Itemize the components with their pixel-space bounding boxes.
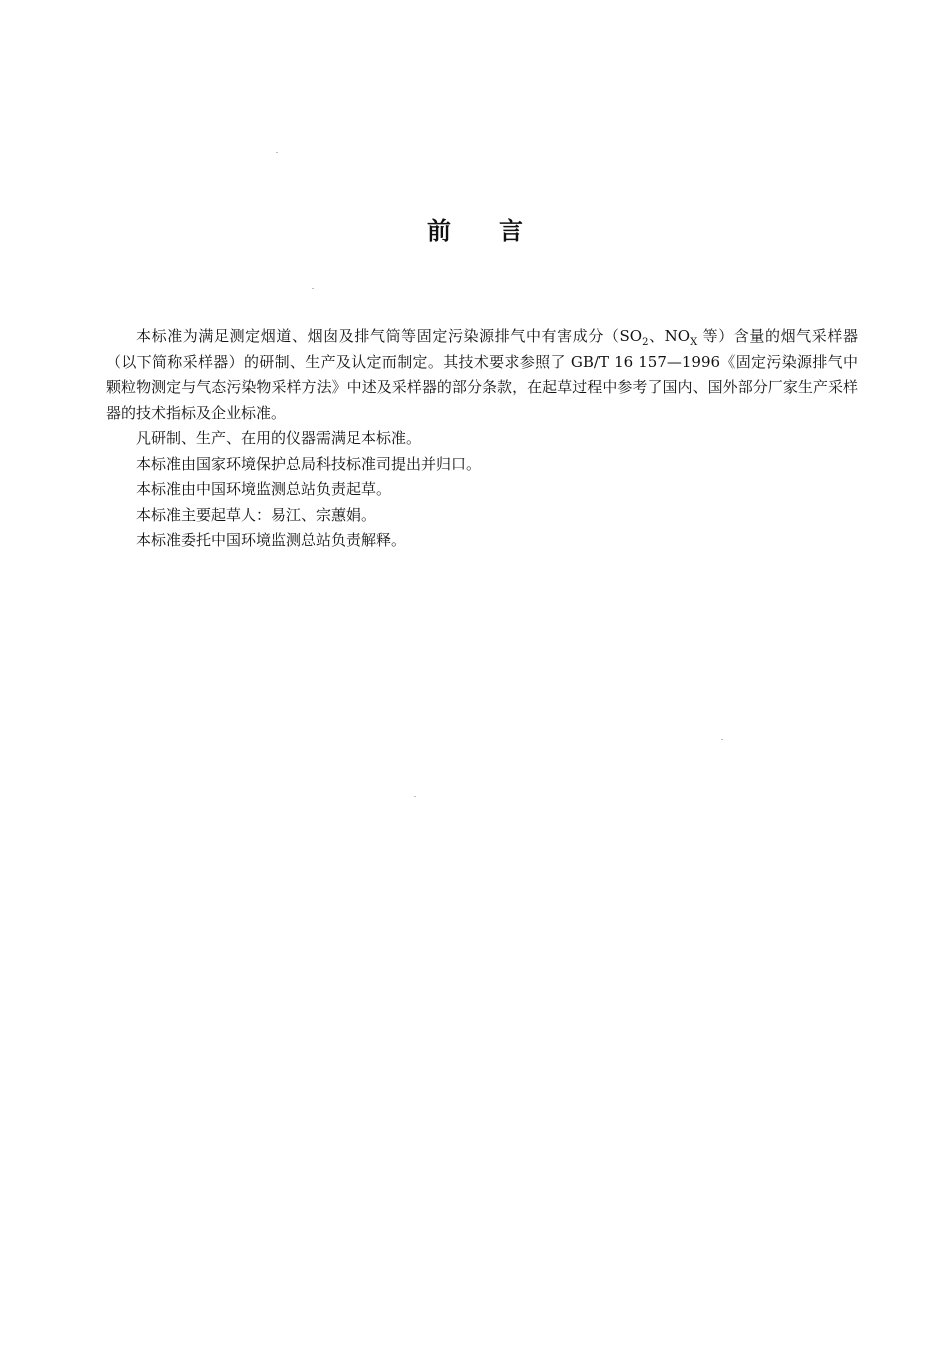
paragraph-applicability: 凡研制、生产、在用的仪器需满足本标准。 <box>136 429 422 447</box>
paragraph-proposer: 本标准由国家环境保护总局科技标准司提出并归口。 <box>136 454 482 473</box>
page-title: 前言 <box>427 217 571 245</box>
scan-speck <box>414 796 416 797</box>
scan-speck <box>721 739 723 740</box>
scan-speck <box>312 288 314 289</box>
nox-subscript: X <box>690 337 698 348</box>
paragraph-scope-part-1: 本标准为满足测定烟道、烟囱及排气筒等固定污染源排气中有害成分（SO <box>136 327 643 345</box>
paragraph-scope-part-2: 、NO <box>648 327 691 345</box>
so2-subscript: 2 <box>642 337 649 348</box>
paragraph-scope <box>106 324 858 426</box>
paragraph-scope-part-3: 等）含量的烟气采样器（以下简称采样器）的研制、生产及认定而制定。其技术要求参照了 GB/T 16 157—1996《固定污染源排气中颗粒物测定与气态污染物采样方法》中述及采样器的部分条款，在起草过程中参考了国内、国外部分厂家生产采样器的技术指标及企业标准。 <box>106 327 858 422</box>
scan-speck <box>276 152 278 153</box>
paragraph-drafters: 本标准主要起草人：易江、宗蕙娟。 <box>136 505 377 524</box>
paragraph-interpretation: 本标准委托中国环境监测总站负责解释。 <box>136 531 407 549</box>
foreword-body <box>106 324 858 554</box>
paragraph-drafter-org: 本标准由中国环境监测总站负责起草。 <box>136 480 392 498</box>
